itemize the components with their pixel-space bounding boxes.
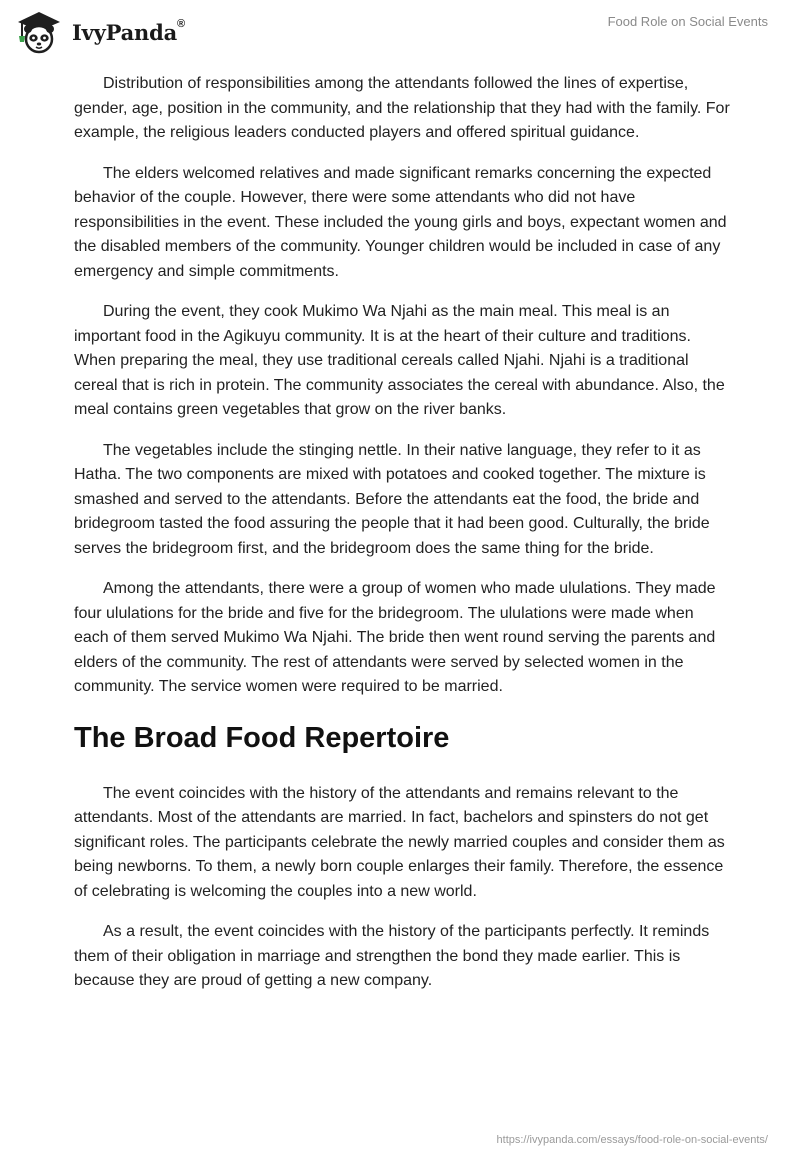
- paragraph: During the event, they cook Mukimo Wa Njahi as the main meal. This meal is an important food in the Agikuyu community. It is at the heart of their culture and traditions. When preparing the meal, they use traditional cereals called Njahi. Njahi is a traditional cereal that is rich in protein. The community associates the cereal with abundance. Also, the meal contains green vegetables that grow on the river banks.: [74, 303, 725, 418]
- paragraph: The vegetables include the stinging nettle. In their native language, they refer to it as Hatha. The two components are mixed with potatoes and cooked together. The mixture is smashed and served to the attendants. Before the attendants eat the food, the bride and bridegroom tasted the food assuring the people that it had been good. Culturally, the bride serves the bridegroom first, and the bridegroom does the same thing for the bride.: [74, 441, 710, 557]
- logo[interactable]: [14, 8, 185, 56]
- paragraph: The event coincides with the history of the attendants and remains relevant to the attendants. Most of the attendants are married. In fact, bachelors and spinsters do not get significant roles. The participants celebrate the newly married couples and consider them as being newborns. To them, a newly born couple enlarges their family. Therefore, the essence of celebrating is welcoming the couples into a new world.: [74, 784, 725, 900]
- paragraph: The elders welcomed relatives and made significant remarks concerning the expected behavior of the couple. However, there were some attendants who did not have responsibilities in the event. These included the young girls and boys, expectant women and the disabled members of the community. Younger children would be included in case of any emergency and simple commitments.: [74, 164, 727, 280]
- brand-name: IvyPanda®: [72, 17, 185, 45]
- paragraph: Among the attendants, there were a group of women who made ululations. They made four ululations for the bride and five for the bridegroom. The ululations were made when each of them served Mukimo Wa Njahi. The bride then went round serving the parents and elders of the community. The rest of attendants were served by selected women in the community. The service women were required to be married.: [74, 580, 716, 695]
- article-body: [74, 72, 730, 1010]
- document-title: Food Role on Social Events: [607, 14, 768, 29]
- source-url[interactable]: https://ivypanda.com/essays/food-role-on-social-events/: [496, 1134, 768, 1146]
- section-heading: The Broad Food Repertoire: [74, 721, 450, 754]
- paragraph: As a result, the event coincides with the history of the participants perfectly. It reminds them of their obligation in marriage and strengthen the bond they made earlier. This is because they are proud of getting a new company.: [74, 923, 710, 989]
- paragraph: Distribution of responsibilities among the attendants followed the lines of expertise, gender, age, position in the community, and the relationship that they had with the family. For example, the religious leaders conducted players and offered spiritual guidance.: [74, 75, 730, 141]
- page-header: [0, 0, 800, 60]
- panda-logo-icon: [14, 8, 64, 56]
